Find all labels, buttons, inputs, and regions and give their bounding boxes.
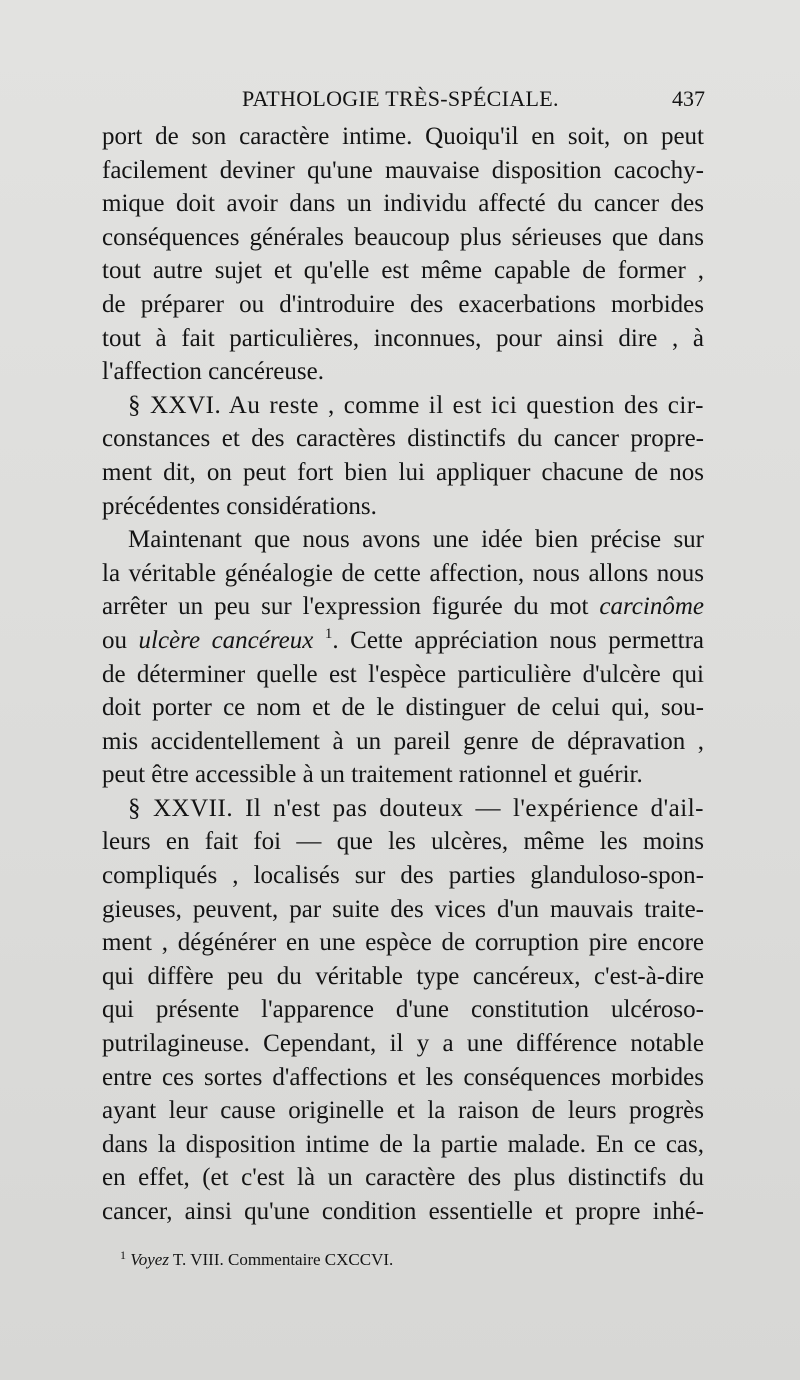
footnote-ref-word: Voyez: [130, 1250, 169, 1269]
text-line: constances et des caractères distinctifs du cancer propre-: [102, 425, 704, 453]
text-line: conséquences générales beaucoup plus sérieuses que dans: [102, 223, 704, 251]
running-head: [100, 86, 705, 116]
text-line: mis accidentellement à un pareil genre de dépravation ,: [102, 727, 704, 755]
text-line: facilement deviner qu'une mauvaise disposition cacochy-: [102, 156, 704, 184]
text-line: mique doit avoir dans un individu affecté du cancer des: [102, 190, 704, 218]
body-text: [102, 120, 704, 1229]
italic-term: carcinôme: [599, 593, 704, 621]
text-line: doit porter ce nom et de le distinguer de celui qui, sou-: [102, 694, 704, 722]
text-line: [102, 590, 704, 624]
text-line: dans la disposition intime de la partie malade. En ce cas,: [102, 1130, 704, 1158]
text-fragment: arrêter un peu sur l'expression figurée du mot: [102, 593, 589, 621]
text-line: ment dit, on peut fort bien lui appliquer chacune de nos: [102, 458, 704, 486]
text-line: en effet, (et c'est là un caractère des plus distinctifs du: [102, 1164, 704, 1192]
text-fragment: ou: [102, 626, 127, 654]
text-line: l'affection cancéreuse.: [102, 358, 324, 386]
text-line: tout autre sujet et qu'elle est même capable de former ,: [102, 257, 704, 285]
text-line: de préparer ou d'introduire des exacerbations morbides: [102, 290, 704, 318]
text-line: entre ces sortes d'affections et les conséquences morbides: [102, 1063, 704, 1091]
text-line: ment , dégénérer en une espèce de corruption pire encore: [102, 929, 704, 957]
text-line: compliqués , localisés sur des parties glanduloso-spon-: [102, 862, 704, 890]
footnote-reference: 1: [324, 625, 333, 642]
footnote-text: T. VIII. Commentaire CXCCVI.: [172, 1250, 394, 1269]
running-title: PATHOLOGIE TRÈS-SPÉCIALE.: [242, 86, 559, 111]
text-line: qui présente l'apparence d'une constitution ulcéroso-: [102, 996, 704, 1024]
text-line: port de son caractère intime. Quoiqu'il en soit, on peut: [102, 123, 704, 150]
text-line: Maintenant que nous avons une idée bien précise sur: [128, 526, 704, 554]
footnote-marker: 1: [120, 1248, 126, 1262]
text-line: peut être accessible à un traitement rationnel et guérir.: [102, 761, 643, 789]
text-line: gieuses, peuvent, par suite des vices d'un mauvais traite-: [102, 895, 704, 923]
text-line: tout à fait particulières, inconnues, pour ainsi dire , à: [102, 324, 704, 352]
text-line: cancer, ainsi qu'une condition essentielle et propre inhé-: [102, 1198, 704, 1225]
section-line: § XXVII. Il n'est pas douteux — l'expérience d'ail-: [128, 794, 704, 822]
text-line: précédentes considérations.: [102, 492, 377, 520]
text-line: la véritable généalogie de cette affection, nous allons nous: [102, 559, 704, 587]
italic-term: ulcère cancéreux: [138, 626, 314, 654]
text-fragment: . Cette appréciation nous permettra: [332, 626, 704, 654]
page-number: 437: [672, 86, 705, 111]
text-line: [102, 624, 704, 658]
text-line: ayant leur cause originelle et la raison de leurs progrès: [102, 1097, 704, 1125]
text-line: qui diffère peu du véritable type cancéreux, c'est-à-dire: [102, 962, 704, 990]
footnote: [120, 1250, 680, 1270]
text-line: putrilagineuse. Cependant, il y a une différence notable: [102, 1030, 704, 1058]
text-line: de déterminer quelle est l'espèce particulière d'ulcère qui: [102, 660, 704, 688]
text-line: leurs en fait foi — que les ulcères, même les moins: [102, 828, 704, 856]
section-line: § XXVI. Au reste , comme il est ici question des cir-: [128, 391, 704, 419]
